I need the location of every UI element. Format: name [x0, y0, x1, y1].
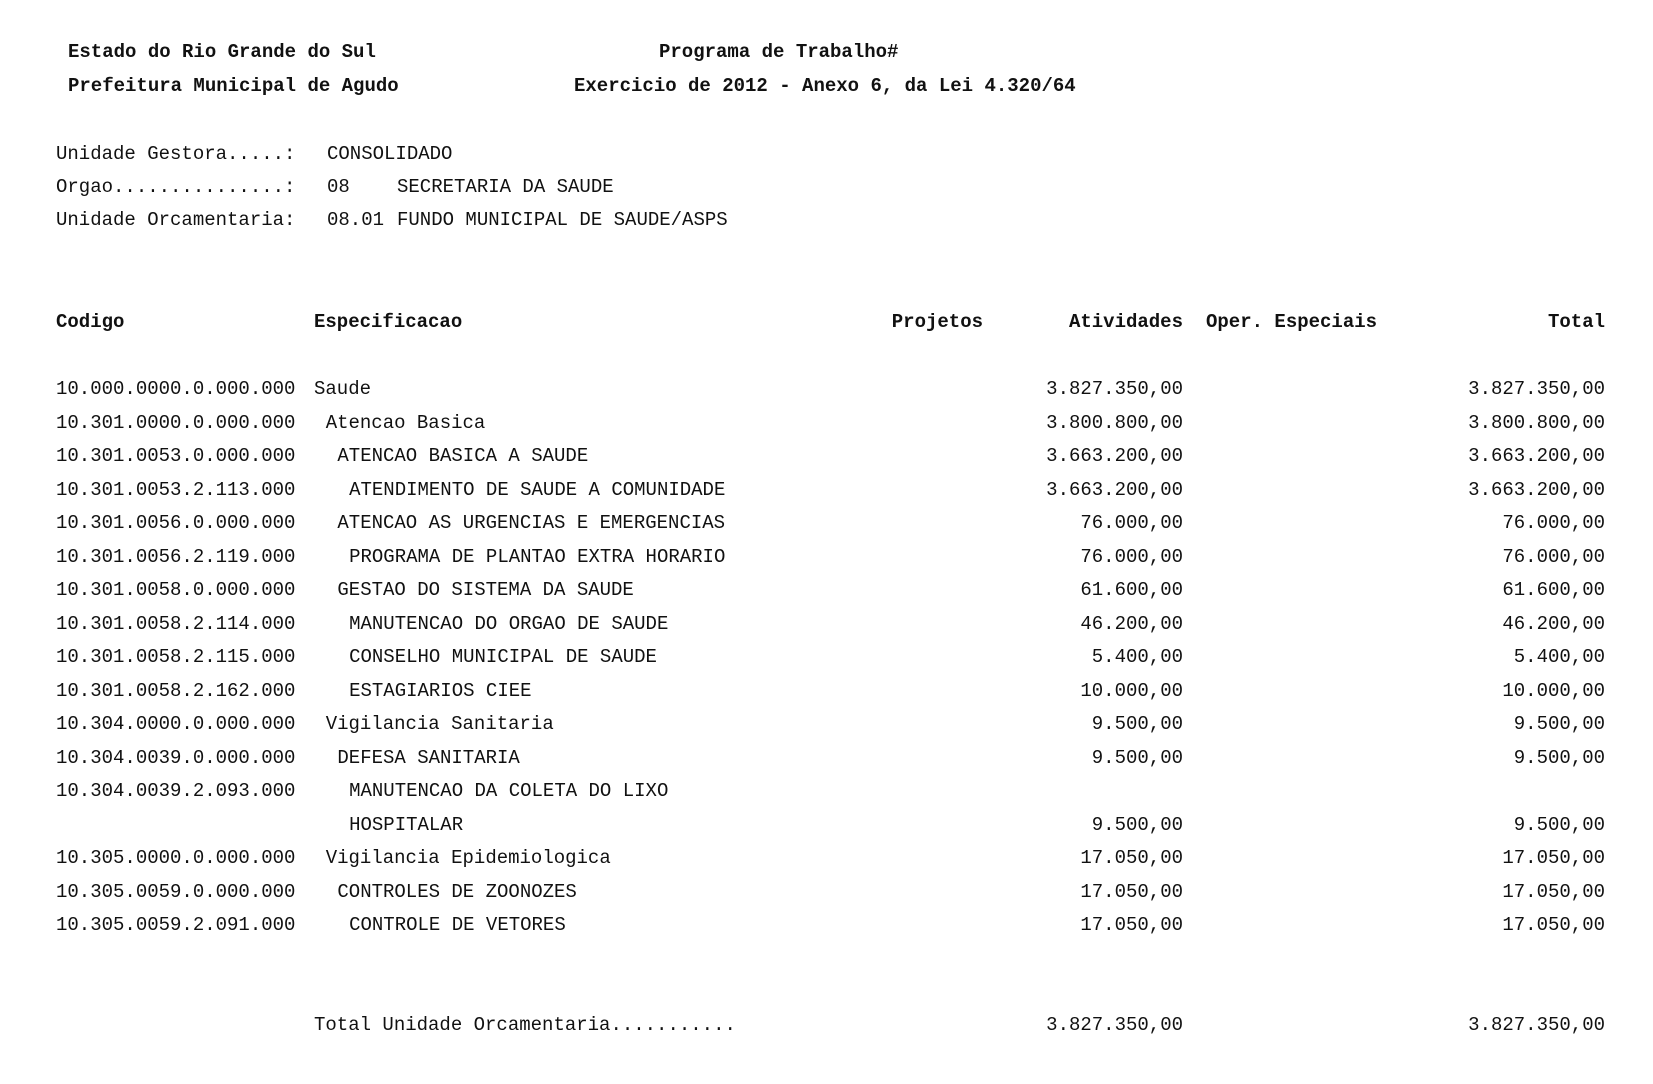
program-title: Programa de Trabalho# [659, 41, 899, 63]
row-code: 10.301.0058.0.000.000 [56, 579, 296, 601]
row-total: 3.827.350,00 [1468, 378, 1605, 400]
row-code: 10.301.0058.2.114.000 [56, 613, 296, 635]
orgao-name: SECRETARIA DA SAUDE [397, 176, 614, 198]
table-row [0, 779, 1653, 803]
row-code: 10.301.0053.0.000.000 [56, 445, 296, 467]
table-row [0, 846, 1653, 870]
row-total: 9.500,00 [1513, 814, 1605, 836]
total-unidade-atividades: 3.827.350,00 [1046, 1014, 1183, 1036]
table-row [0, 612, 1653, 636]
row-atividades: 61.600,00 [1080, 579, 1183, 601]
row-atividades: 3.800.800,00 [1046, 412, 1183, 434]
row-code: 10.304.0039.0.000.000 [56, 747, 296, 769]
row-especificacao: ATENDIMENTO DE SAUDE A COMUNIDADE [349, 479, 726, 501]
row-especificacao: PROGRAMA DE PLANTAO EXTRA HORARIO [349, 546, 726, 568]
row-total: 17.050,00 [1502, 881, 1605, 903]
table-row [0, 545, 1653, 569]
row-total: 76.000,00 [1502, 512, 1605, 534]
municipality-name: Prefeitura Municipal de Agudo [68, 75, 399, 97]
col-header-codigo: Codigo [56, 311, 125, 333]
unidade-gestora-label: Unidade Gestora.....: [56, 143, 296, 165]
row-code: 10.305.0059.2.091.000 [56, 914, 296, 936]
table-row [0, 377, 1653, 401]
col-header-projetos: Projetos [891, 311, 983, 333]
table-row [0, 444, 1653, 468]
row-especificacao: Saude [314, 378, 372, 400]
table-row [0, 712, 1653, 736]
table-row [0, 411, 1653, 435]
row-especificacao: CONTROLES DE ZOONOZES [337, 881, 577, 903]
table-row [0, 679, 1653, 703]
col-header-total: Total [1547, 311, 1605, 333]
row-atividades: 5.400,00 [1091, 646, 1183, 668]
table-row [0, 578, 1653, 602]
row-especificacao: GESTAO DO SISTEMA DA SAUDE [337, 579, 634, 601]
row-atividades: 9.500,00 [1091, 747, 1183, 769]
row-code: 10.301.0058.2.162.000 [56, 680, 296, 702]
row-atividades: 9.500,00 [1091, 713, 1183, 735]
row-atividades: 3.663.200,00 [1046, 445, 1183, 467]
row-total: 10.000,00 [1502, 680, 1605, 702]
col-header-atividades: Atividades [1068, 311, 1183, 333]
orgao-code: 08 [327, 176, 350, 198]
row-code: 10.305.0000.0.000.000 [56, 847, 296, 869]
row-code: 10.000.0000.0.000.000 [56, 378, 296, 400]
row-total: 5.400,00 [1513, 646, 1605, 668]
row-total: 76.000,00 [1502, 546, 1605, 568]
table-row [0, 913, 1653, 937]
row-code: 10.301.0058.2.115.000 [56, 646, 296, 668]
row-especificacao: CONTROLE DE VETORES [349, 914, 566, 936]
row-atividades: 17.050,00 [1080, 847, 1183, 869]
row-code: 10.301.0056.0.000.000 [56, 512, 296, 534]
row-especificacao: ATENCAO BASICA A SAUDE [337, 445, 589, 467]
row-atividades: 46.200,00 [1080, 613, 1183, 635]
total-unidade-label: Total Unidade Orcamentaria........... [314, 1014, 736, 1036]
row-code: 10.301.0000.0.000.000 [56, 412, 296, 434]
row-total: 46.200,00 [1502, 613, 1605, 635]
row-total: 3.800.800,00 [1468, 412, 1605, 434]
unidade-orcamentaria-label: Unidade Orcamentaria: [56, 209, 296, 231]
table-row [0, 478, 1653, 502]
row-atividades: 76.000,00 [1080, 546, 1183, 568]
row-total: 3.663.200,00 [1468, 479, 1605, 501]
row-especificacao: Vigilancia Sanitaria [325, 713, 554, 735]
row-code: 10.304.0000.0.000.000 [56, 713, 296, 735]
row-especificacao: DEFESA SANITARIA [337, 747, 520, 769]
orgao-label: Orgao...............: [56, 176, 296, 198]
row-total: 17.050,00 [1502, 847, 1605, 869]
unidade-gestora-value: CONSOLIDADO [327, 143, 453, 165]
row-especificacao: HOSPITALAR [349, 814, 464, 836]
row-atividades: 3.827.350,00 [1046, 378, 1183, 400]
state-name: Estado do Rio Grande do Sul [68, 41, 376, 63]
table-row [0, 813, 1653, 837]
row-total: 3.663.200,00 [1468, 445, 1605, 467]
row-code: 10.304.0039.2.093.000 [56, 780, 296, 802]
total-unidade-total: 3.827.350,00 [1468, 1014, 1605, 1036]
row-atividades: 17.050,00 [1080, 914, 1183, 936]
row-atividades: 10.000,00 [1080, 680, 1183, 702]
row-especificacao: MANUTENCAO DA COLETA DO LIXO [349, 780, 669, 802]
row-atividades: 3.663.200,00 [1046, 479, 1183, 501]
row-atividades: 17.050,00 [1080, 881, 1183, 903]
row-code: 10.305.0059.0.000.000 [56, 881, 296, 903]
unidade-orcamentaria-name: FUNDO MUNICIPAL DE SAUDE/ASPS [397, 209, 728, 231]
table-row [0, 880, 1653, 904]
row-especificacao: ATENCAO AS URGENCIAS E EMERGENCIAS [337, 512, 726, 534]
exercise-title: Exercicio de 2012 - Anexo 6, da Lei 4.320/64 [574, 75, 1076, 97]
row-especificacao: ESTAGIARIOS CIEE [349, 680, 532, 702]
row-atividades: 76.000,00 [1080, 512, 1183, 534]
row-especificacao: MANUTENCAO DO ORGAO DE SAUDE [349, 613, 669, 635]
unidade-orcamentaria-code: 08.01 [327, 209, 385, 231]
table-row [0, 511, 1653, 535]
table-row [0, 645, 1653, 669]
row-total: 9.500,00 [1513, 747, 1605, 769]
table-row [0, 746, 1653, 770]
row-especificacao: Vigilancia Epidemiologica [325, 847, 611, 869]
row-especificacao: Atencao Basica [325, 412, 486, 434]
col-header-especificacao: Especificacao [314, 311, 463, 333]
row-atividades: 9.500,00 [1091, 814, 1183, 836]
row-total: 17.050,00 [1502, 914, 1605, 936]
row-code: 10.301.0056.2.119.000 [56, 546, 296, 568]
row-total: 61.600,00 [1502, 579, 1605, 601]
col-header-oper-especiais: Oper. Especiais [1206, 311, 1378, 333]
row-code: 10.301.0053.2.113.000 [56, 479, 296, 501]
row-especificacao: CONSELHO MUNICIPAL DE SAUDE [349, 646, 657, 668]
row-total: 9.500,00 [1513, 713, 1605, 735]
